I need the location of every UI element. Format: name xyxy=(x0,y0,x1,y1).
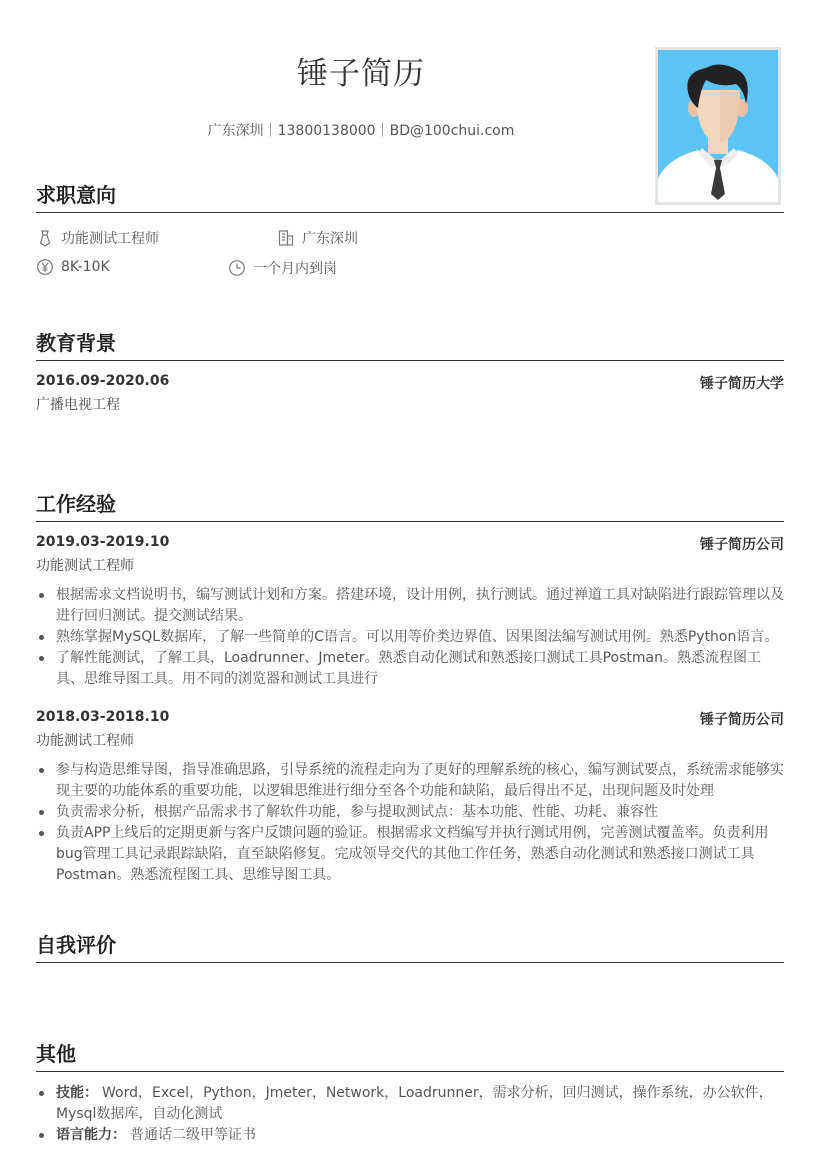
intent-position-text: 功能测试工程师 xyxy=(61,231,159,247)
yen-icon xyxy=(36,258,54,276)
section-divider xyxy=(36,212,784,213)
intent-availability xyxy=(228,258,337,278)
skills-label: 技能： xyxy=(56,1085,98,1101)
list-item: 熟练掌握MySQL数据库，了解一些简单的C语言。可以用等价类边界值、因果图法编写测试用例。熟悉Python语言。 xyxy=(36,627,786,648)
intent-salary xyxy=(36,258,110,276)
intent-position xyxy=(36,228,159,248)
work-company: 锤子简历公司 xyxy=(700,537,784,553)
contact-line: 广东深圳｜13800138000｜BD@100chui.com xyxy=(207,123,515,139)
section-divider xyxy=(36,521,784,522)
list-item: 了解性能测试，了解工具，Loadrunner、Jmeter。熟悉自动化测试和熟悉接口测试工具Postman。熟悉流程图工具、思维导图工具。用不同的浏览器和测试工具进行 xyxy=(36,648,786,690)
intent-city xyxy=(277,228,358,248)
list-item: 负责需求分析，根据产品需求书了解软件功能，参与提取测试点：基本功能、性能、功耗、兼容性 xyxy=(36,802,786,823)
skills-item xyxy=(36,1083,786,1125)
work-date: 2018.03-2018.10 xyxy=(36,709,170,725)
section-title-education: 教育背景 xyxy=(36,331,116,355)
work-date: 2019.03-2019.10 xyxy=(36,534,170,550)
intent-availability-text: 一个月内到岗 xyxy=(253,261,337,277)
section-divider xyxy=(36,962,784,963)
intent-salary-text: 8K-10K xyxy=(61,259,110,275)
list-item: 参与构造思维导图，指导准确思路，引导系统的流程走向为了更好的理解系统的核心，编写测试要点，系统需求能够实现主要的功能体系的重要功能，以逻辑思维进行细分至各个功能和缺陷，最后得出不足，出现问题及时处理 xyxy=(36,760,786,802)
section-title-other: 其他 xyxy=(36,1042,76,1066)
work-role: 功能测试工程师 xyxy=(36,733,134,749)
education-major: 广播电视工程 xyxy=(36,397,120,413)
tie-icon xyxy=(36,229,54,247)
building-icon xyxy=(277,229,295,247)
skills-value: Word，Excel，Python，Jmeter，Network，Loadrunner，需求分析，回归测试，操作系统，办公软件，Mysql数据库，自动化测试 xyxy=(56,1085,773,1122)
section-title-work: 工作经验 xyxy=(36,492,116,516)
section-title-self-eval: 自我评价 xyxy=(36,933,116,957)
list-item: 负责APP上线后的定期更新与客户反馈问题的验证。根据需求文档编写并执行测试用例，完善测试覆盖率。负责利用bug管理工具记录跟踪缺陷，直至缺陷修复。完成领导交代的其他工作任务，熟悉自动化测试和熟悉接口测试工具Postman。熟悉流程图工具、思维导图工具。 xyxy=(36,823,786,886)
intent-city-text: 广东深圳 xyxy=(302,231,358,247)
language-item xyxy=(36,1125,786,1146)
language-label: 语言能力： xyxy=(56,1127,126,1143)
list-item: 根据需求文档说明书，编写测试计划和方案。搭建环境，设计用例，执行测试。通过禅道工具对缺陷进行跟踪管理以及进行回归测试。提交测试结果。 xyxy=(36,585,786,627)
section-divider xyxy=(36,1071,784,1072)
work-company: 锤子简历公司 xyxy=(700,712,784,728)
work-role: 功能测试工程师 xyxy=(36,558,134,574)
other-list xyxy=(36,1083,786,1146)
language-value: 普通话二级甲等证书 xyxy=(130,1127,256,1143)
education-date: 2016.09-2020.06 xyxy=(36,373,170,389)
profile-photo xyxy=(655,47,781,205)
work-duties-list xyxy=(36,585,786,690)
clock-icon xyxy=(228,259,246,277)
education-school: 锤子简历大学 xyxy=(700,376,784,392)
section-divider xyxy=(36,360,784,361)
section-title-job-intent: 求职意向 xyxy=(36,183,116,207)
avatar-illustration xyxy=(658,50,778,202)
resume-name: 锤子简历 xyxy=(297,56,425,92)
work-duties-list xyxy=(36,760,786,886)
